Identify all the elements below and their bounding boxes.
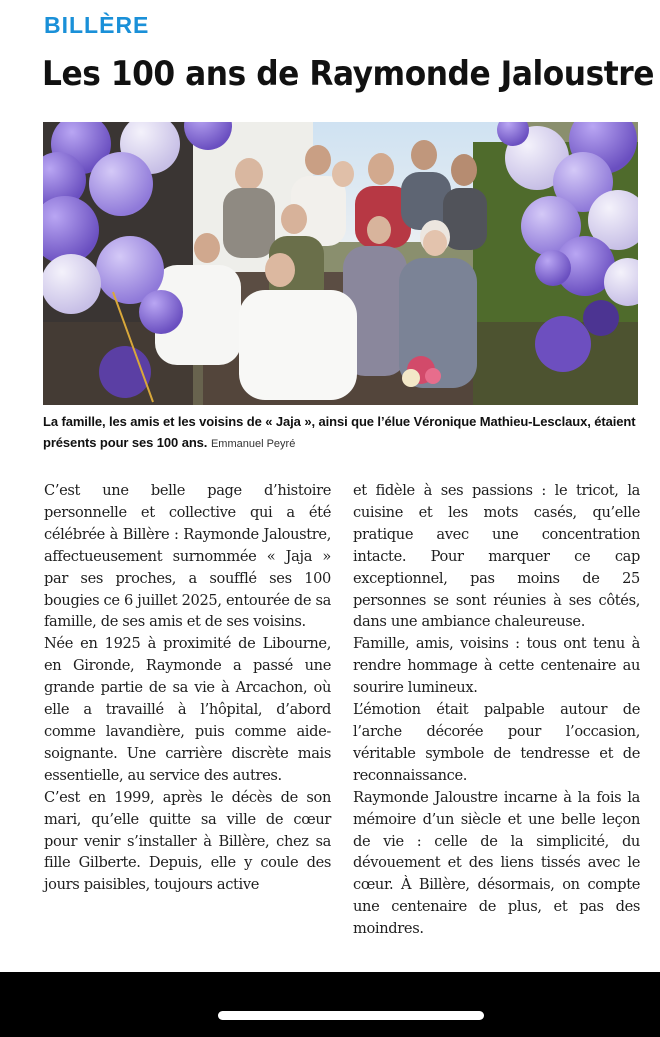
paragraph: Née en 1925 à proximité de Libourne, en Gironde, Raymonde a passé une grande partie de sa vie à Arcachon, où elle a travaillé à l’hôpital, d’abord comme lavandière, puis comme aide-soignante. Une carrière discrète mais essentielle, au service des autres. [44,635,331,784]
article-photo[interactable] [43,122,638,405]
paragraph: Raymonde Jaloustre incarne à la fois la mémoire d’un siècle et une belle leçon de vie : celle de la simplicité, du dévouement et des liens tissés avec le cœur. À Billère, désormais, on compte une centenaire de plus, et pas des moindres. [353,788,640,938]
article-column-2 [353,480,640,940]
paragraph: et fidèle à ses passions : le tricot, la cuisine et les mots casés, qu’elle pratique avec une concentration intacte. Pour marquer ce cap exceptionnel, pas moins de 25 personnes se sont réunies à ses côtés, dans une ambiance chaleureuse. [353,482,640,631]
system-bottom-bar [0,972,660,1037]
paragraph: C’est en 1999, après le décès de son mari, qu’elle quitte sa ville de cœur pour venir s’installer à Billère, chez sa fille Gilberte. Depuis, elle y coule des jours paisibles, toujours active [44,788,331,894]
photo-caption [43,411,643,455]
article-headline: Les 100 ans de Raymonde Jaloustre [42,54,654,94]
section-label: BILLÈRE [44,12,150,38]
article-column-1 [44,480,331,896]
photo-credit: Emmanuel Peyré [210,438,296,450]
caption-text: La famille, les amis et les voisins de « Jaja », ainsi que l’élue Véronique Mathieu-Lesclaux, étaient présents pour ses 100 ans. [43,414,636,450]
paragraph: L’émotion était palpable autour de l’arche décorée pour l’occasion, véritable symbole de tendresse et de reconnaissance. [353,701,640,784]
home-indicator[interactable] [218,1011,484,1020]
paragraph: C’est une belle page d’histoire personnelle et collective qui a été célébrée à Billère : Raymonde Jaloustre, affectueusement surnommée « Jaja » par ses proches, a soufflé ses 100 bougies ce 6 juillet 2025, entourée de sa famille, de ses amis et de ses voisins. [44,482,331,631]
paragraph: Famille, amis, voisins : tous ont tenu à rendre hommage à cette centenaire au sourire lumineux. [353,635,640,697]
